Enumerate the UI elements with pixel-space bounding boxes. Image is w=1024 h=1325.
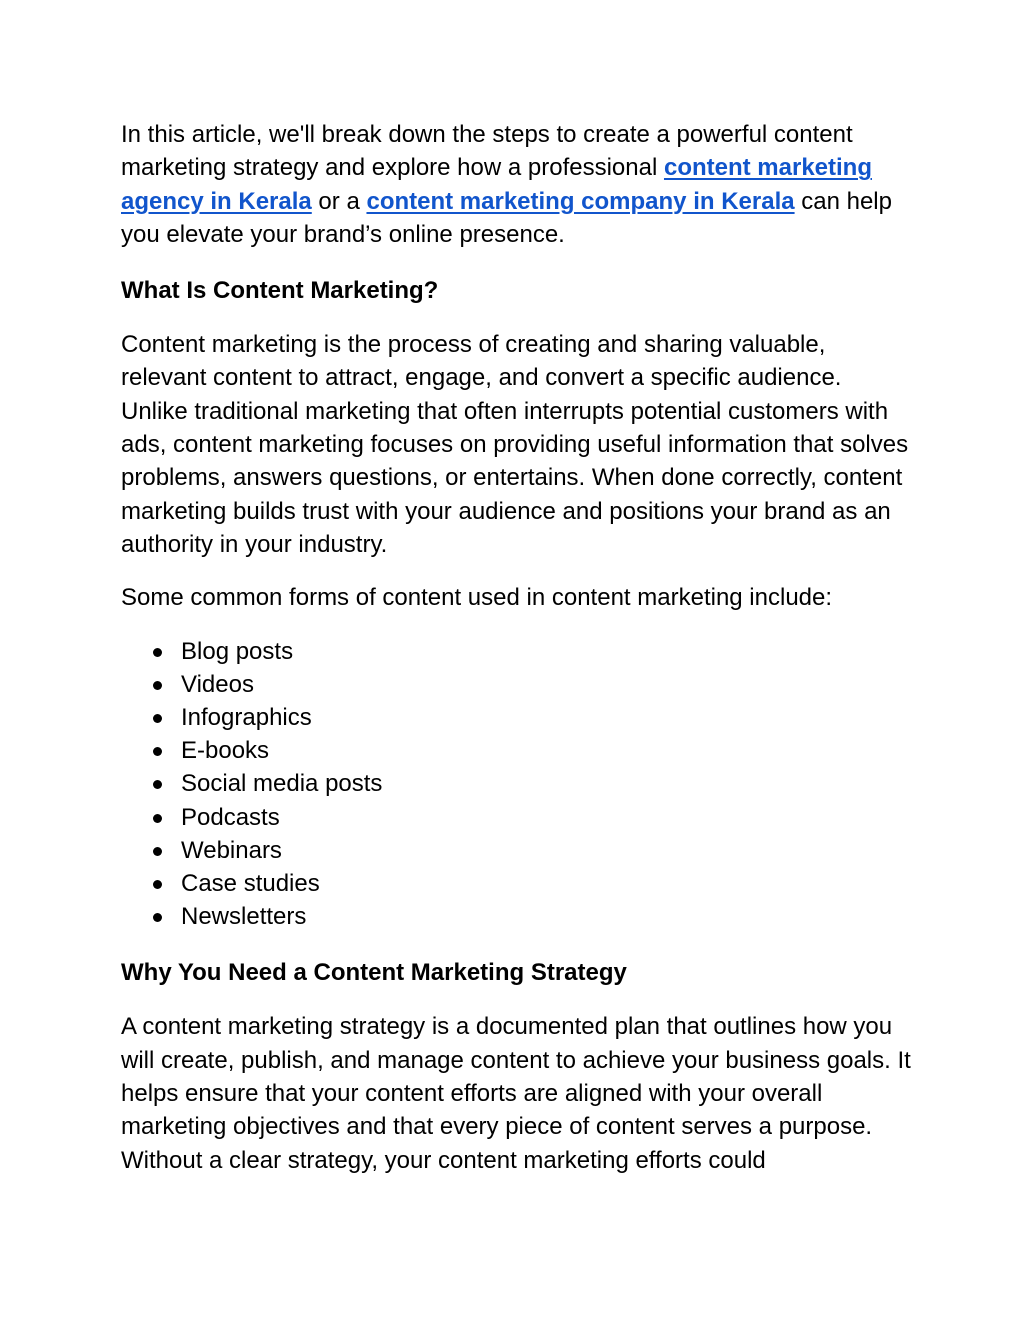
- list-item-label: Videos: [181, 670, 254, 698]
- document-page: [121, 118, 911, 1177]
- content-marketing-agency-link[interactable]: content marketing agency in Kerala: [121, 154, 872, 215]
- list-item: [153, 834, 911, 867]
- bullet-icon: [153, 847, 162, 856]
- intro-text-3: can help you elevate your brand’s online presence.: [121, 187, 892, 248]
- list-item: [153, 635, 911, 668]
- list-item: [153, 701, 911, 734]
- list-item-label: Newsletters: [181, 903, 307, 931]
- list-item-label: E-books: [181, 737, 270, 765]
- list-item: [153, 734, 911, 767]
- bullet-icon: [153, 780, 162, 789]
- list-item: [153, 867, 911, 900]
- list-item-label: Podcasts: [181, 803, 280, 831]
- bullet-icon: [153, 681, 162, 690]
- list-item: [153, 767, 911, 800]
- list-item-label: Webinars: [181, 836, 282, 864]
- list-item: [153, 900, 911, 933]
- content-forms-intro: Some common forms of content used in content marketing include:: [121, 584, 833, 612]
- why-content-strategy-paragraph: A content marketing strategy is a documented plan that outlines how you will create, publish, and manage content to achieve your business goals. It helps ensure that your content efforts are aligned with your overall marketing objectives and that every piece of content serves a purpose. Without a clear strategy, your content marketing efforts could: [121, 1013, 911, 1174]
- content-forms-list: [121, 635, 911, 934]
- bullet-icon: [153, 648, 162, 657]
- what-is-content-marketing-paragraph: Content marketing is the process of creating and sharing valuable, relevant content to attract, engage, and convert a specific audience. Unlike traditional marketing that often interrupts potential customers with ads, content marketing focuses on providing useful information that solves problems, answers questions, or entertains. When done correctly, content marketing builds trust with your audience and positions your brand as an authority in your industry.: [121, 331, 909, 558]
- list-item-label: Infographics: [181, 703, 312, 731]
- list-item-label: Social media posts: [181, 770, 383, 798]
- intro-text-1: In this article, we'll break down the steps to create a powerful content marketing strategy and explore how a professional: [121, 121, 853, 182]
- bullet-icon: [153, 747, 162, 756]
- bullet-icon: [153, 814, 162, 823]
- content-marketing-company-link[interactable]: content marketing company in Kerala: [366, 187, 795, 215]
- bullet-icon: [153, 714, 162, 723]
- bullet-icon: [153, 880, 162, 889]
- intro-text-2: or a: [311, 187, 367, 215]
- list-item: [153, 668, 911, 701]
- list-item: [153, 801, 911, 834]
- list-item-label: Blog posts: [181, 637, 294, 665]
- bullet-icon: [153, 913, 162, 922]
- intro-paragraph: [121, 118, 911, 251]
- why-content-strategy-heading: Why You Need a Content Marketing Strategy: [121, 959, 627, 987]
- list-item-label: Case studies: [181, 869, 320, 897]
- what-is-content-marketing-heading: What Is Content Marketing?: [121, 277, 439, 305]
